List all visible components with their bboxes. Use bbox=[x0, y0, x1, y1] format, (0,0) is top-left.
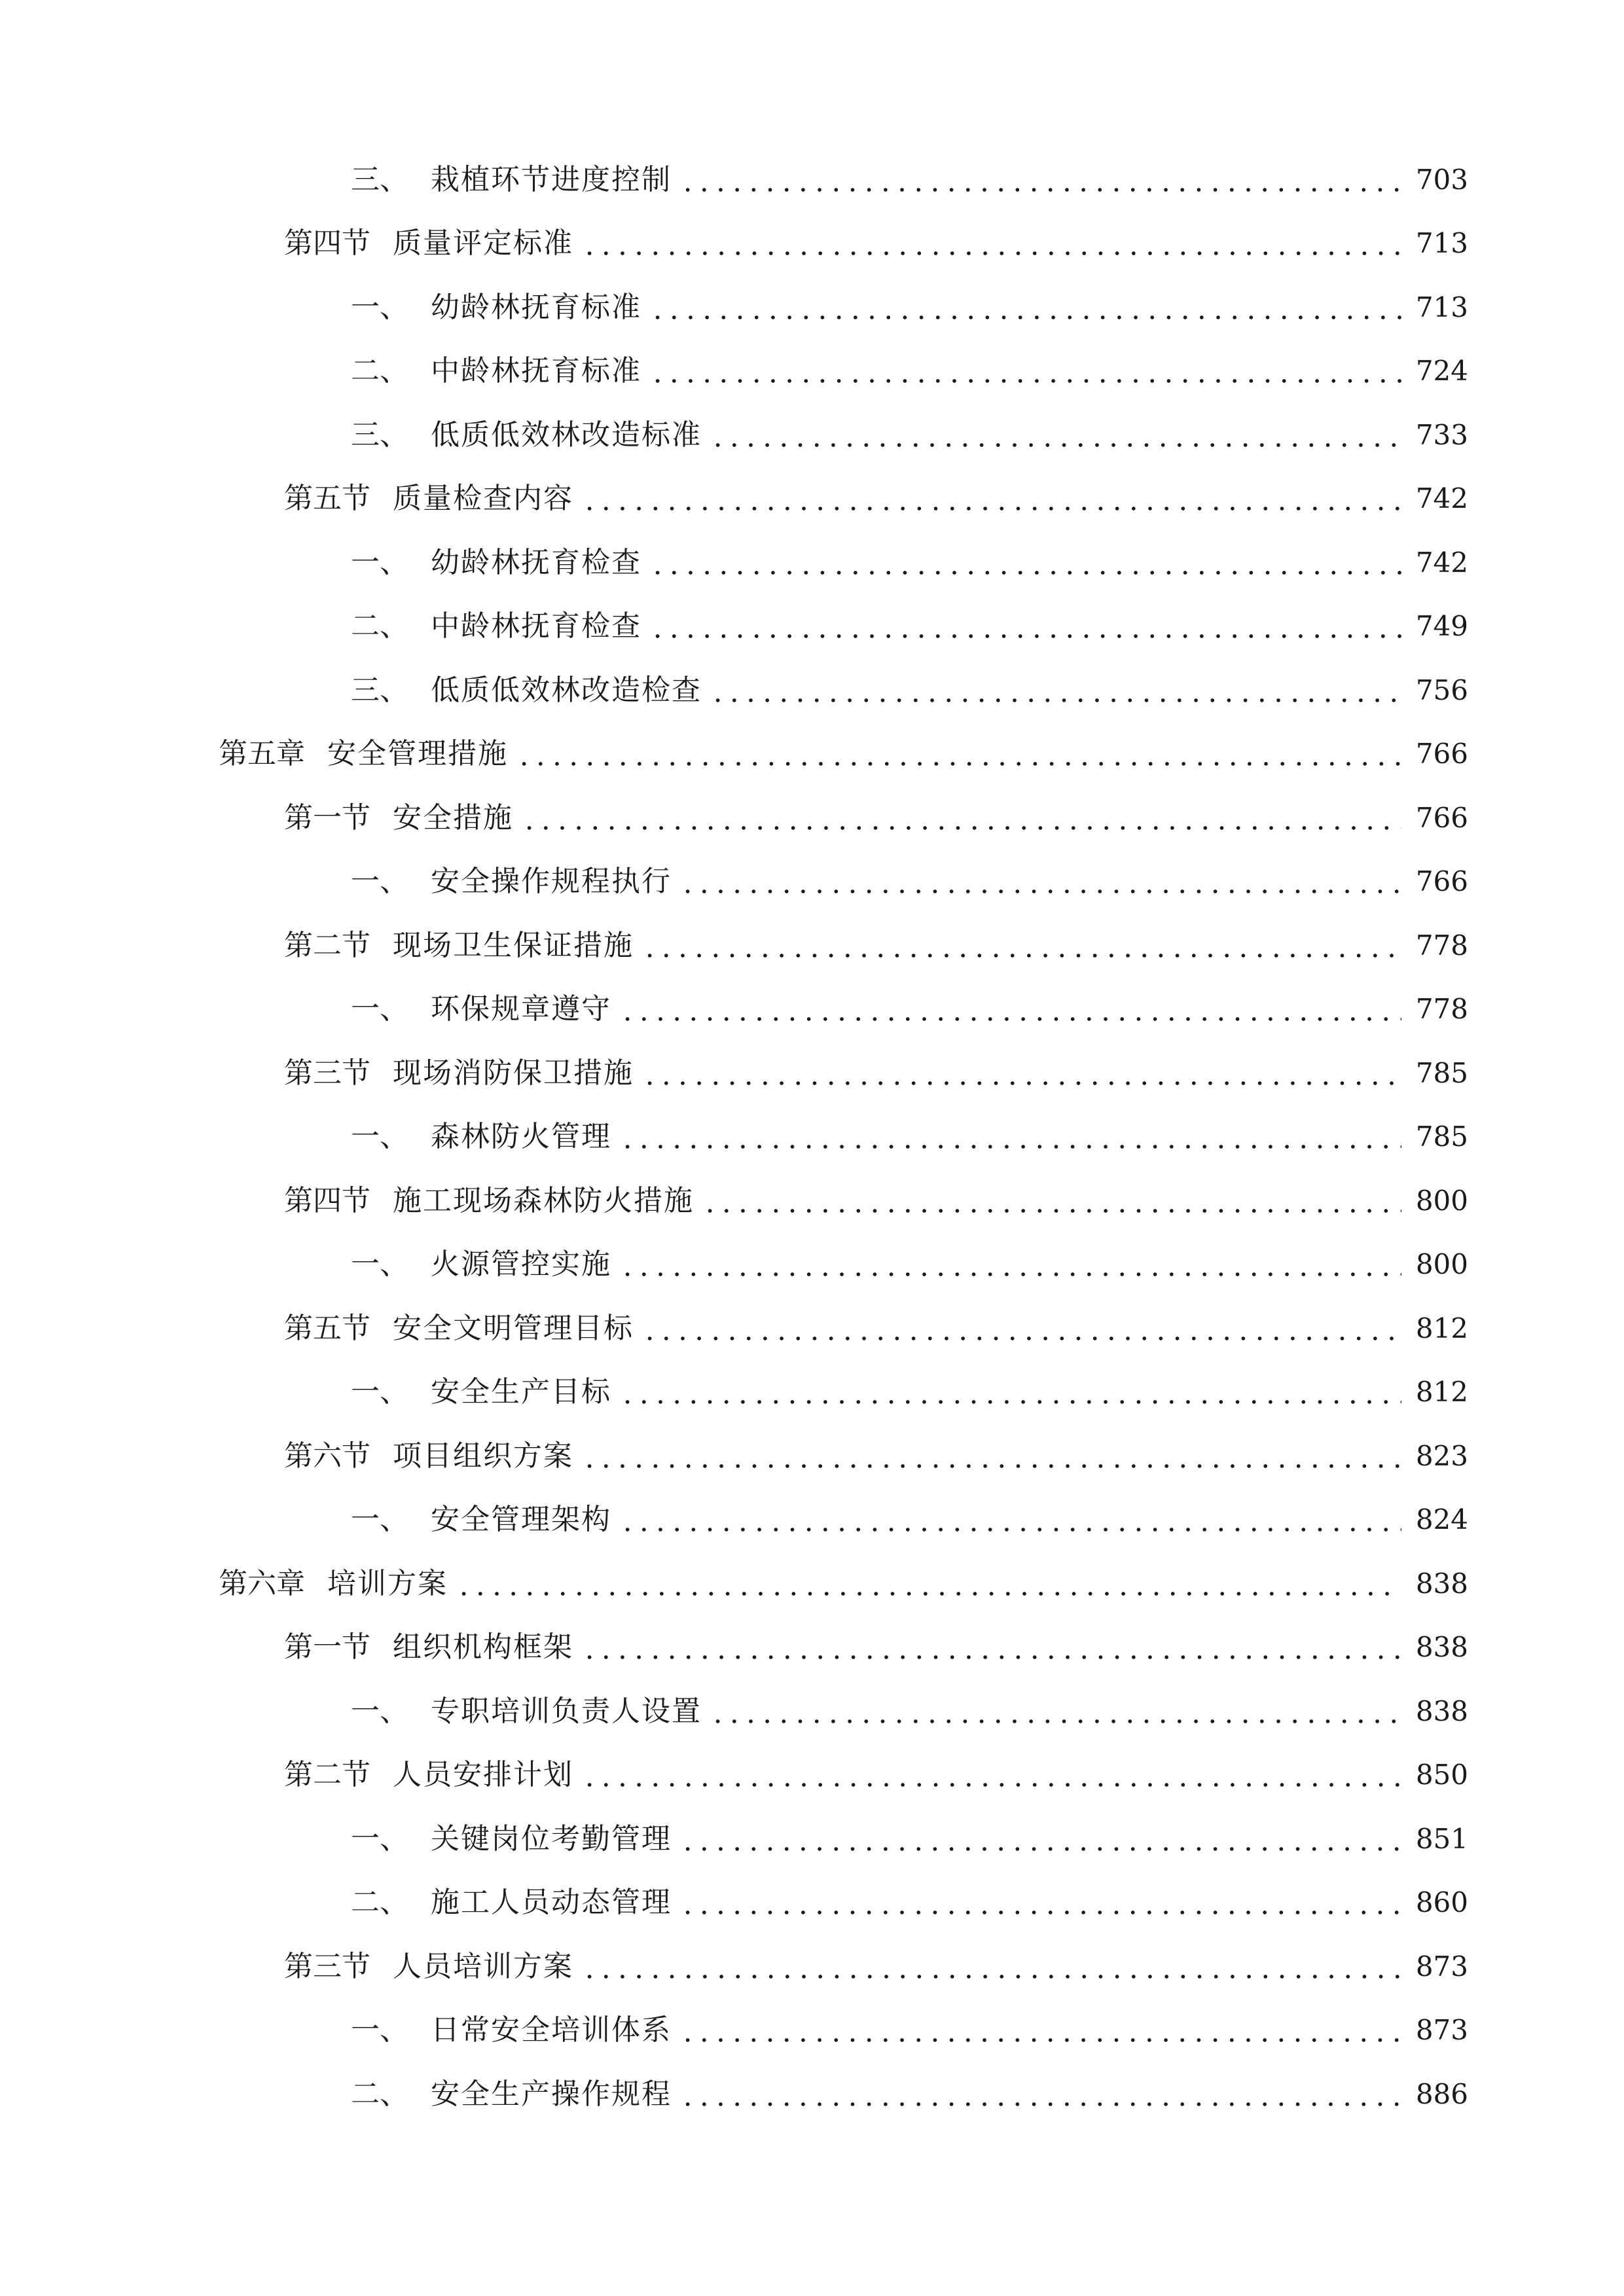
dot-leader bbox=[710, 1697, 1401, 1726]
dot-leader bbox=[581, 1761, 1401, 1789]
toc-entry-line bbox=[284, 928, 1624, 962]
toc-entry-title: 幼龄林抚育检查 bbox=[431, 545, 641, 579]
toc-entry-marker: 第三节 bbox=[284, 1056, 370, 1090]
toc-entry-page-number: 800 bbox=[1415, 1248, 1468, 1281]
toc-entry-title: 现场消防保卫措施 bbox=[393, 1056, 634, 1090]
toc-entry-line bbox=[351, 1247, 1624, 1282]
toc-entry-marker: 第一节 bbox=[284, 1630, 370, 1664]
toc-entry[interactable] bbox=[0, 1616, 1624, 1680]
toc-entry-marker: 第一节 bbox=[284, 800, 370, 834]
toc-entry[interactable] bbox=[0, 212, 1624, 276]
toc-entry-page-number: 742 bbox=[1415, 546, 1468, 579]
toc-entry-page-number: 785 bbox=[1415, 1056, 1468, 1089]
toc-entry-line bbox=[351, 1886, 1624, 1920]
toc-entry-page-number: 724 bbox=[1415, 355, 1468, 387]
toc-entry-line bbox=[351, 354, 1624, 388]
toc-entry-line bbox=[351, 992, 1624, 1026]
toc-entry[interactable] bbox=[0, 1679, 1624, 1744]
toc-entry-page-number: 851 bbox=[1415, 1822, 1468, 1855]
toc-entry-page-number: 703 bbox=[1415, 163, 1468, 196]
toc-entry-page-number: 800 bbox=[1415, 1184, 1468, 1217]
toc-entry-marker: 第五节 bbox=[284, 1311, 370, 1345]
toc-entry-marker: 三、 bbox=[351, 673, 408, 707]
toc-entry[interactable] bbox=[0, 340, 1624, 404]
toc-entry-page-number: 749 bbox=[1415, 610, 1468, 643]
toc-entry-marker: 二、 bbox=[351, 354, 408, 388]
toc-entry-page-number: 812 bbox=[1415, 1376, 1468, 1408]
toc-entry[interactable] bbox=[0, 2062, 1624, 2126]
toc-entry-marker: 二、 bbox=[351, 2077, 408, 2111]
toc-entry-line bbox=[219, 737, 1624, 771]
toc-entry-title: 施工现场森林防火措施 bbox=[393, 1183, 694, 1217]
dot-leader bbox=[649, 548, 1401, 577]
dot-leader bbox=[581, 229, 1401, 258]
toc-entry-line bbox=[351, 290, 1624, 324]
toc-entry-marker: 一、 bbox=[351, 545, 408, 579]
toc-entry[interactable] bbox=[0, 723, 1624, 787]
toc-entry-line bbox=[351, 1821, 1624, 1856]
toc-entry[interactable] bbox=[0, 467, 1624, 531]
toc-entry-marker: 一、 bbox=[351, 865, 408, 899]
toc-entry-title: 火源管控实施 bbox=[431, 1247, 611, 1282]
toc-entry-page-number: 860 bbox=[1415, 1886, 1468, 1919]
dot-leader bbox=[521, 804, 1401, 833]
toc-entry-marker: 第六节 bbox=[284, 1439, 370, 1473]
dot-leader bbox=[649, 293, 1401, 322]
toc-entry[interactable] bbox=[0, 1169, 1624, 1233]
toc-entry-line bbox=[351, 1375, 1624, 1409]
dot-leader bbox=[641, 1314, 1401, 1343]
toc-entry-line bbox=[284, 1949, 1624, 1983]
toc-entry-title: 中龄林抚育标准 bbox=[431, 354, 641, 388]
toc-entry-line bbox=[351, 673, 1624, 707]
dot-leader bbox=[649, 357, 1401, 386]
toc-entry-page-number: 756 bbox=[1415, 673, 1468, 706]
toc-entry-page-number: 812 bbox=[1415, 1312, 1468, 1344]
toc-entry-page-number: 838 bbox=[1415, 1631, 1468, 1664]
toc-entry[interactable] bbox=[0, 1552, 1624, 1616]
toc-entry-title: 安全管理架构 bbox=[431, 1503, 611, 1537]
toc-entry-line bbox=[351, 2077, 1624, 2111]
toc-entry-title: 低质低效林改造检查 bbox=[431, 673, 702, 707]
toc-entry[interactable] bbox=[0, 148, 1624, 212]
toc-entry[interactable] bbox=[0, 1297, 1624, 1361]
toc-entry-page-number: 873 bbox=[1415, 2014, 1468, 2047]
dot-leader bbox=[581, 484, 1401, 513]
dot-leader bbox=[679, 2080, 1401, 2109]
dot-leader bbox=[679, 166, 1401, 194]
toc-entry-line bbox=[351, 545, 1624, 579]
toc-entry-marker: 第二节 bbox=[284, 1758, 370, 1792]
toc-entry-line bbox=[284, 226, 1624, 260]
table-of-contents bbox=[0, 148, 1624, 2126]
dot-leader bbox=[679, 2016, 1401, 2045]
toc-entry-title: 中龄林抚育检查 bbox=[431, 609, 641, 643]
toc-entry-line bbox=[284, 1311, 1624, 1345]
toc-entry-line bbox=[351, 2013, 1624, 2047]
toc-entry-line bbox=[284, 1439, 1624, 1473]
dot-leader bbox=[581, 1952, 1401, 1981]
toc-entry-page-number: 742 bbox=[1415, 482, 1468, 515]
toc-entry-title: 组织机构框架 bbox=[393, 1630, 573, 1664]
dot-leader bbox=[619, 1505, 1401, 1534]
toc-entry-marker: 一、 bbox=[351, 1503, 408, 1537]
dot-leader bbox=[619, 1250, 1401, 1279]
toc-entry-page-number: 713 bbox=[1415, 227, 1468, 260]
toc-entry-marker: 一、 bbox=[351, 1821, 408, 1856]
toc-entry[interactable] bbox=[0, 1424, 1624, 1488]
toc-entry-page-number: 823 bbox=[1415, 1439, 1468, 1472]
toc-entry[interactable] bbox=[0, 1744, 1624, 1808]
toc-entry[interactable] bbox=[0, 1233, 1624, 1297]
toc-entry[interactable] bbox=[0, 850, 1624, 914]
toc-entry-line bbox=[351, 865, 1624, 899]
toc-entry-page-number: 733 bbox=[1415, 418, 1468, 451]
toc-entry-title: 低质低效林改造标准 bbox=[431, 418, 702, 452]
toc-entry-title: 安全生产目标 bbox=[431, 1375, 611, 1409]
toc-entry-title: 安全措施 bbox=[393, 800, 513, 834]
toc-entry-marker: 二、 bbox=[351, 1886, 408, 1920]
toc-entry[interactable] bbox=[0, 1488, 1624, 1552]
toc-entry-line bbox=[284, 800, 1624, 834]
toc-entry-line bbox=[351, 418, 1624, 452]
toc-entry-page-number: 778 bbox=[1415, 993, 1468, 1026]
dot-leader bbox=[619, 1378, 1401, 1407]
toc-entry[interactable] bbox=[0, 531, 1624, 595]
toc-entry-page-number: 713 bbox=[1415, 291, 1468, 323]
toc-entry-marker: 一、 bbox=[351, 1694, 408, 1728]
toc-entry-title: 安全文明管理目标 bbox=[393, 1311, 634, 1345]
toc-entry-marker: 第四节 bbox=[284, 226, 370, 260]
toc-entry[interactable] bbox=[0, 658, 1624, 723]
toc-entry-title: 人员培训方案 bbox=[393, 1949, 573, 1983]
toc-entry-marker: 第五节 bbox=[284, 482, 370, 516]
toc-entry-marker: 第二节 bbox=[284, 928, 370, 962]
dot-leader bbox=[710, 676, 1401, 705]
toc-entry[interactable] bbox=[0, 595, 1624, 659]
toc-entry-marker: 第三节 bbox=[284, 1949, 370, 1983]
toc-entry-line bbox=[284, 1056, 1624, 1090]
toc-entry-page-number: 886 bbox=[1415, 2077, 1468, 2110]
toc-entry-line bbox=[351, 609, 1624, 643]
dot-leader bbox=[581, 1633, 1401, 1662]
toc-entry[interactable] bbox=[0, 914, 1624, 978]
toc-entry[interactable] bbox=[0, 276, 1624, 340]
toc-entry[interactable] bbox=[0, 1935, 1624, 1999]
toc-entry-line bbox=[284, 1183, 1624, 1217]
toc-entry-line bbox=[284, 482, 1624, 516]
toc-entry-marker: 三、 bbox=[351, 162, 408, 196]
toc-entry-page-number: 850 bbox=[1415, 1759, 1468, 1791]
toc-entry-title: 关键岗位考勤管理 bbox=[431, 1821, 672, 1856]
toc-entry-marker: 一、 bbox=[351, 1375, 408, 1409]
toc-entry-line bbox=[351, 1120, 1624, 1154]
toc-entry-title: 森林防火管理 bbox=[431, 1120, 611, 1154]
toc-entry-title: 专职培训负责人设置 bbox=[431, 1694, 702, 1728]
toc-entry-title: 安全管理措施 bbox=[327, 737, 508, 771]
toc-entry-line bbox=[284, 1630, 1624, 1664]
toc-entry-title: 栽植环节进度控制 bbox=[431, 162, 672, 196]
toc-entry-marker: 一、 bbox=[351, 2013, 408, 2047]
toc-entry-marker: 第六章 bbox=[219, 1566, 305, 1600]
toc-entry-marker: 一、 bbox=[351, 992, 408, 1026]
toc-entry-page-number: 838 bbox=[1415, 1567, 1468, 1600]
toc-entry[interactable] bbox=[0, 1999, 1624, 2063]
toc-entry[interactable] bbox=[0, 786, 1624, 850]
dot-leader bbox=[619, 1122, 1401, 1151]
dot-leader bbox=[649, 612, 1401, 641]
toc-entry-marker: 三、 bbox=[351, 418, 408, 452]
toc-entry-title: 环保规章遵守 bbox=[431, 992, 611, 1026]
toc-entry-title: 安全生产操作规程 bbox=[431, 2077, 672, 2111]
toc-entry-page-number: 766 bbox=[1415, 738, 1468, 770]
toc-entry-marker: 第四节 bbox=[284, 1183, 370, 1217]
dot-leader bbox=[641, 1059, 1401, 1088]
toc-entry-marker: 一、 bbox=[351, 1120, 408, 1154]
toc-entry-title: 施工人员动态管理 bbox=[431, 1886, 672, 1920]
toc-entry[interactable] bbox=[0, 1807, 1624, 1871]
toc-entry-title: 现场卫生保证措施 bbox=[393, 928, 634, 962]
dot-leader bbox=[641, 931, 1401, 960]
toc-entry[interactable] bbox=[0, 1871, 1624, 1935]
dot-leader bbox=[679, 867, 1401, 896]
dot-leader bbox=[679, 1825, 1401, 1854]
toc-entry-title: 项目组织方案 bbox=[393, 1439, 573, 1473]
toc-entry-marker: 一、 bbox=[351, 1247, 408, 1282]
toc-entry-line bbox=[351, 1503, 1624, 1537]
toc-entry-title: 日常安全培训体系 bbox=[431, 2013, 672, 2047]
toc-entry-page-number: 824 bbox=[1415, 1503, 1468, 1536]
toc-entry[interactable] bbox=[0, 1361, 1624, 1425]
toc-entry[interactable] bbox=[0, 1105, 1624, 1170]
toc-entry-marker: 二、 bbox=[351, 609, 408, 643]
toc-entry-marker: 一、 bbox=[351, 290, 408, 324]
toc-entry-title: 培训方案 bbox=[327, 1566, 448, 1600]
toc-entry[interactable] bbox=[0, 1041, 1624, 1105]
toc-entry[interactable] bbox=[0, 978, 1624, 1042]
toc-entry[interactable] bbox=[0, 403, 1624, 467]
toc-entry-title: 安全操作规程执行 bbox=[431, 865, 672, 899]
toc-entry-marker: 第五章 bbox=[219, 737, 305, 771]
toc-entry-title: 质量检查内容 bbox=[393, 482, 573, 516]
toc-entry-line bbox=[284, 1758, 1624, 1792]
toc-entry-page-number: 873 bbox=[1415, 1950, 1468, 1982]
toc-entry-title: 幼龄林抚育标准 bbox=[431, 290, 641, 324]
toc-entry-line bbox=[219, 1566, 1624, 1600]
toc-entry-page-number: 766 bbox=[1415, 801, 1468, 834]
dot-leader bbox=[619, 995, 1401, 1024]
toc-entry-page-number: 838 bbox=[1415, 1695, 1468, 1727]
toc-entry-page-number: 778 bbox=[1415, 929, 1468, 961]
dot-leader bbox=[456, 1570, 1401, 1598]
dot-leader bbox=[702, 1187, 1401, 1215]
toc-entry-page-number: 766 bbox=[1415, 865, 1468, 898]
dot-leader bbox=[581, 1442, 1401, 1471]
toc-entry-page-number: 785 bbox=[1415, 1121, 1468, 1153]
toc-entry-title: 人员安排计划 bbox=[393, 1758, 573, 1792]
dot-leader bbox=[679, 1888, 1401, 1917]
dot-leader bbox=[516, 740, 1401, 768]
toc-entry-line bbox=[351, 1694, 1624, 1728]
dot-leader bbox=[710, 421, 1401, 450]
toc-entry-title: 质量评定标准 bbox=[393, 226, 573, 260]
toc-entry-line bbox=[351, 162, 1624, 196]
